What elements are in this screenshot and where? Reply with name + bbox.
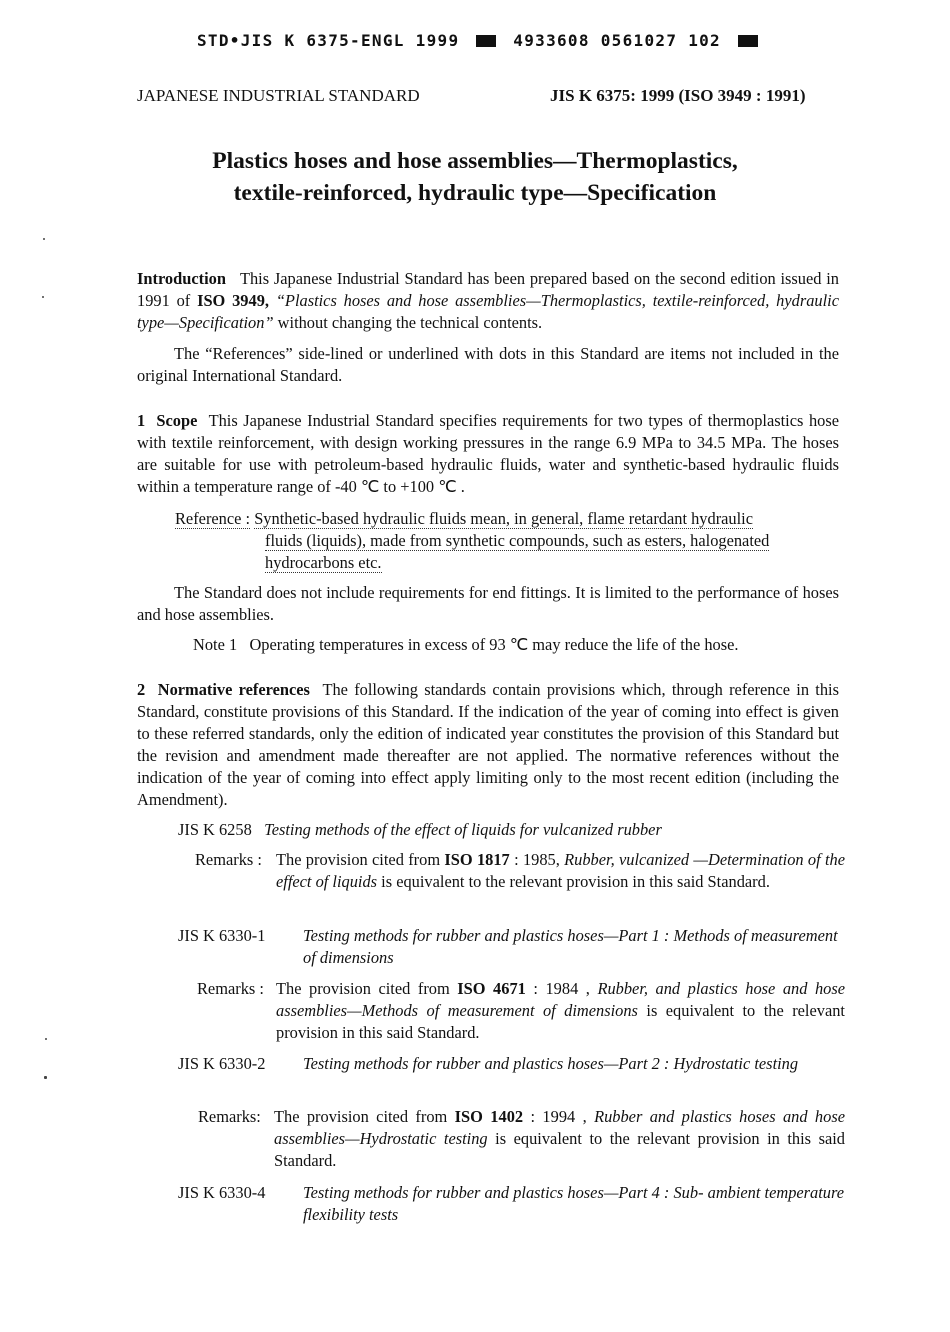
normative-heading: Normative references: [157, 680, 310, 699]
scope-text: This Japanese Industrial Standard specifies requirements for two types of thermoplastics hose with textile reinforcement, with design working pressures in the range 6.9 MPa to 34.5 MPa. The hoses are suitable for use with petroleum-based hydraulic fluids, water and synthetic-based hydraulic fluids within a temperature range of -40 ℃ to +100 ℃ .: [137, 411, 839, 496]
reference-code: JIS K 6330-2: [178, 1054, 266, 1073]
remarks-label: Remarks :: [197, 979, 264, 998]
normative-paragraph: [137, 679, 839, 811]
reference-title: Testing methods for rubber and plastics hoses—Part 2 : Hydrostatic testing: [303, 1054, 799, 1073]
scan-speck: [42, 296, 44, 298]
remarks-iso-title: Rubber, vulcanized —Determination of the effect of liquids: [276, 850, 845, 891]
scan-speck: [45, 1038, 47, 1040]
reference-remarks: [195, 849, 845, 893]
introduction-paragraph: [137, 268, 839, 334]
header-right-prefix: JIS K 6375: [550, 86, 631, 105]
reference-code: JIS K 6258: [178, 820, 252, 839]
scope-number: 1: [137, 411, 146, 430]
remarks-mid: : 1985,: [514, 850, 560, 869]
scope-note: [193, 634, 843, 656]
remarks-post: is equivalent to the relevant provision in this said Standard.: [274, 1129, 845, 1170]
remarks-label: Remarks:: [198, 1107, 261, 1126]
scope-paragraph-2: The Standard does not include requirements for end fittings. It is limited to the performance of hoses and hose assemblies.: [137, 583, 839, 624]
document-id-line: [197, 31, 764, 50]
reference-code: JIS K 6330-1: [178, 926, 266, 945]
remarks-body: [274, 1106, 845, 1172]
remarks-iso: ISO 4671: [457, 979, 526, 998]
reference-line-3: hydrocarbons etc.: [265, 553, 382, 572]
intro-paragraph-2: The “References” side-lined or underlined with dots in this Standard are items not included in the original International Standard.: [137, 344, 839, 385]
scan-speck: [43, 238, 45, 240]
remarks-pre: The provision cited from: [276, 979, 450, 998]
remarks-iso: ISO 1817: [444, 850, 510, 869]
document-id-left: STD•JIS K 6375-ENGL 1999: [197, 31, 460, 50]
scope-heading: Scope: [156, 411, 198, 430]
scan-speck: [44, 1076, 47, 1079]
redaction-block: [738, 35, 758, 47]
remarks-post: is equivalent to the relevant provision in this said Standard.: [381, 872, 770, 891]
reference-code: JIS K 6330-4: [178, 1183, 266, 1202]
reference-remarks: [197, 978, 845, 1044]
reference-title: Testing methods of the effect of liquids for vulcanized rubber: [264, 820, 662, 839]
redaction-block: [476, 35, 496, 47]
intro-text-1: This Japanese Industrial Standard has been prepared based on the second edition issued in 1991 of: [137, 269, 839, 310]
scope-paragraph: [137, 410, 839, 498]
remarks-iso-title: Rubber, and plastics hose and hose assemblies—Methods of measurement of dimensions: [276, 979, 845, 1020]
reference-line-1: Synthetic-based hydraulic fluids mean, in general, flame retardant hydraulic: [254, 509, 754, 528]
page-title: [0, 145, 950, 209]
intro-iso: ISO 3949,: [197, 291, 269, 310]
intro-heading: Introduction: [137, 269, 226, 288]
header-right-rest: : 1999 (ISO 3949 : 1991): [630, 86, 806, 105]
reference-remarks: [198, 1106, 845, 1172]
title-line-1: Plastics hoses and hose assemblies—Thermoplastics,: [212, 148, 738, 174]
intro-iso-title: “Plastics hoses and hose assemblies—Thermoplastics, textile-reinforced, hydraulic type—Specification”: [137, 291, 839, 332]
header-left: JAPANESE INDUSTRIAL STANDARD: [137, 86, 420, 105]
header-right: [550, 86, 806, 106]
reference-item: [178, 819, 843, 841]
reference-item: [178, 1182, 845, 1226]
remarks-body: [276, 978, 845, 1044]
normative-text: The following standards contain provisions which, through reference in this Standard, constitute provisions of this Standard. If the indication of the year of coming into effect is given to these referred standards, only the edition of indicated year constitutes the provision of this Standard but the revision and amendment made thereafter are not applied. The normative references without the indication of the year of coming into effect apply limiting only to the most recent edition (including the Amendment).: [137, 680, 839, 809]
remarks-label: Remarks :: [195, 850, 262, 869]
remarks-mid: : 1994 ,: [530, 1107, 587, 1126]
intro-text-2: without changing the technical contents.: [277, 313, 543, 332]
remarks-post: is equivalent to the relevant provision in this said Standard.: [276, 1001, 845, 1042]
remarks-pre: The provision cited from: [276, 850, 441, 869]
note-text: Operating temperatures in excess of 93 ℃ may reduce the life of the hose.: [249, 635, 739, 654]
note-label: Note 1: [193, 635, 238, 654]
reference-line-2: fluids (liquids), made from synthetic compounds, such as esters, halogenated: [265, 531, 770, 550]
reference-item: [178, 925, 845, 969]
reference-item: [178, 1053, 845, 1075]
reference-title: Testing methods for rubber and plastics hoses—Part 4 : Sub- ambient temperature flexibility tests: [303, 1183, 845, 1224]
normative-number: 2: [137, 680, 146, 699]
reference-label: Reference :: [175, 509, 251, 528]
remarks-pre: The provision cited from: [274, 1107, 448, 1126]
title-line-2: textile-reinforced, hydraulic type—Specification: [233, 180, 717, 206]
remarks-body: [276, 849, 845, 893]
remarks-iso-title: Rubber and plastics hoses and hose assemblies—Hydrostatic testing: [274, 1107, 845, 1148]
document-id-right: 4933608 0561027 102: [513, 31, 721, 50]
remarks-iso: ISO 1402: [454, 1107, 524, 1126]
scope-reference: [175, 508, 840, 574]
remarks-mid: : 1984 ,: [533, 979, 590, 998]
reference-title: Testing methods for rubber and plastics hoses—Part 1 : Methods of measurement of dimensions: [303, 926, 838, 967]
